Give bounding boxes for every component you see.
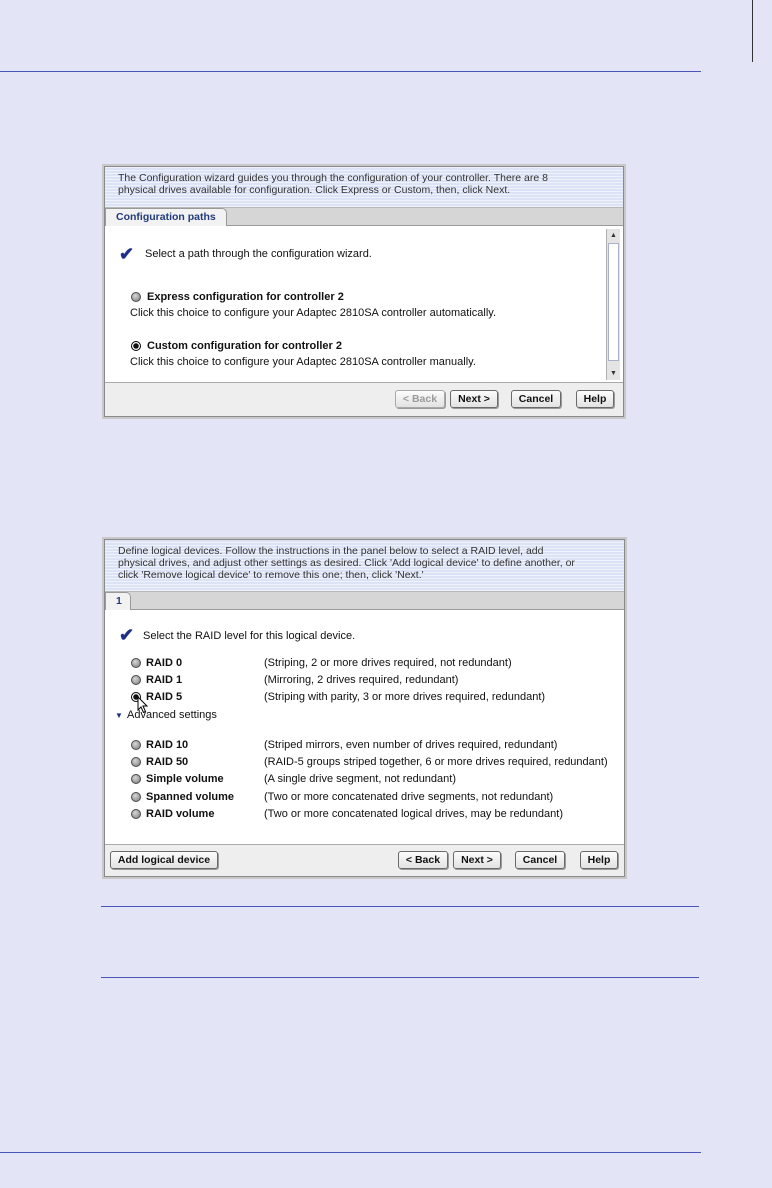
instruction-line: The Configuration wizard guides you through the configuration of your controller. There are 8 [118, 172, 548, 184]
raid-volume-radio[interactable] [131, 809, 141, 819]
scroll-down-icon[interactable]: ▼ [607, 367, 620, 380]
advanced-settings-toggle[interactable]: Advanced settings [127, 709, 217, 721]
raid-0-label[interactable]: RAID 0 [146, 657, 183, 669]
header-rule [0, 71, 701, 72]
expand-triangle-icon[interactable]: ▼ [115, 711, 123, 720]
instruction-line: Define logical devices. Follow the instructions in the panel below to select a RAID level, add [118, 545, 544, 557]
tab-strip [105, 207, 623, 226]
scroll-up-icon[interactable]: ▲ [607, 229, 620, 242]
raid-0-radio[interactable] [131, 658, 141, 668]
instruction-line: physical drives available for configuration. Click Express or Custom, then, click Next. [118, 184, 511, 196]
page-edge-marker [752, 0, 753, 62]
next-button[interactable]: Next > [450, 390, 498, 408]
express-radio[interactable] [131, 292, 141, 302]
raid-0-desc: (Striping, 2 or more drives required, not redundant) [264, 657, 512, 669]
raid-1-radio[interactable] [131, 675, 141, 685]
prompt-text: Select a path through the configuration wizard. [145, 248, 372, 260]
raid-volume-desc: (Two or more concatenated logical drives, may be redundant) [264, 808, 563, 820]
raid-volume-label[interactable]: RAID volume [146, 808, 215, 820]
raid-10-desc: (Striped mirrors, even number of drives required, redundant) [264, 739, 558, 751]
checkmark-icon: ✔ [119, 244, 135, 264]
raid-50-radio[interactable] [131, 757, 141, 767]
note-bottom-rule [101, 977, 699, 978]
express-option-desc: Click this choice to configure your Adaptec 2810SA controller automatically. [130, 307, 497, 319]
spanned-volume-desc: (Two or more concatenated drive segments, not redundant) [264, 791, 554, 803]
express-option-title[interactable]: Express configuration for controller 2 [147, 291, 344, 303]
raid-10-label[interactable]: RAID 10 [146, 739, 189, 751]
spanned-volume-radio[interactable] [131, 792, 141, 802]
note-top-rule [101, 906, 699, 907]
prompt-text: Select the RAID level for this logical device. [143, 630, 356, 642]
back-button[interactable]: < Back [395, 390, 445, 408]
instruction-line: physical drives, and adjust other settings as desired. Click 'Add logical device' to define another, or [118, 557, 575, 569]
simple-volume-label[interactable]: Simple volume [146, 773, 224, 785]
custom-radio[interactable] [131, 341, 141, 351]
cancel-button[interactable]: Cancel [515, 851, 565, 869]
raid-5-desc: (Striping with parity, 3 or more drives required, redundant) [264, 691, 546, 703]
back-button[interactable]: < Back [398, 851, 448, 869]
button-bar [105, 844, 624, 876]
simple-volume-desc: (A single drive segment, not redundant) [264, 773, 457, 785]
spanned-volume-label[interactable]: Spanned volume [146, 791, 235, 803]
next-button[interactable]: Next > [453, 851, 501, 869]
logical-devices-panel [104, 539, 625, 877]
help-button[interactable]: Help [580, 851, 618, 869]
footer-rule [0, 1152, 701, 1153]
raid-1-label[interactable]: RAID 1 [146, 674, 183, 686]
help-button[interactable]: Help [576, 390, 614, 408]
checkmark-icon: ✔ [119, 625, 135, 645]
custom-option-title[interactable]: Custom configuration for controller 2 [147, 340, 342, 352]
raid-50-desc: (RAID-5 groups striped together, 6 or more drives required, redundant) [264, 756, 608, 768]
instructions-banner [105, 167, 623, 207]
instruction-line: click 'Remove logical device' to remove this one; then, click 'Next.' [118, 569, 424, 581]
simple-volume-radio[interactable] [131, 774, 141, 784]
raid-5-label[interactable]: RAID 5 [146, 691, 183, 703]
raid-1-desc: (Mirroring, 2 drives required, redundant) [264, 674, 459, 686]
raid-content [105, 610, 624, 844]
cancel-button[interactable]: Cancel [511, 390, 561, 408]
raid-50-label[interactable]: RAID 50 [146, 756, 189, 768]
button-bar [105, 382, 623, 416]
config-wizard-panel [104, 166, 624, 417]
instructions-banner [105, 540, 624, 591]
wizard-content [105, 226, 623, 382]
vertical-scrollbar[interactable] [606, 229, 620, 380]
tab-configuration-paths[interactable]: Configuration paths [105, 208, 227, 226]
custom-option-desc: Click this choice to configure your Adaptec 2810SA controller manually. [130, 356, 476, 368]
tab-strip [105, 591, 624, 610]
raid-10-radio[interactable] [131, 740, 141, 750]
tab-logical-device-1[interactable]: 1 [105, 592, 131, 610]
scroll-thumb[interactable] [608, 243, 619, 361]
add-logical-device-button[interactable]: Add logical device [110, 851, 218, 869]
